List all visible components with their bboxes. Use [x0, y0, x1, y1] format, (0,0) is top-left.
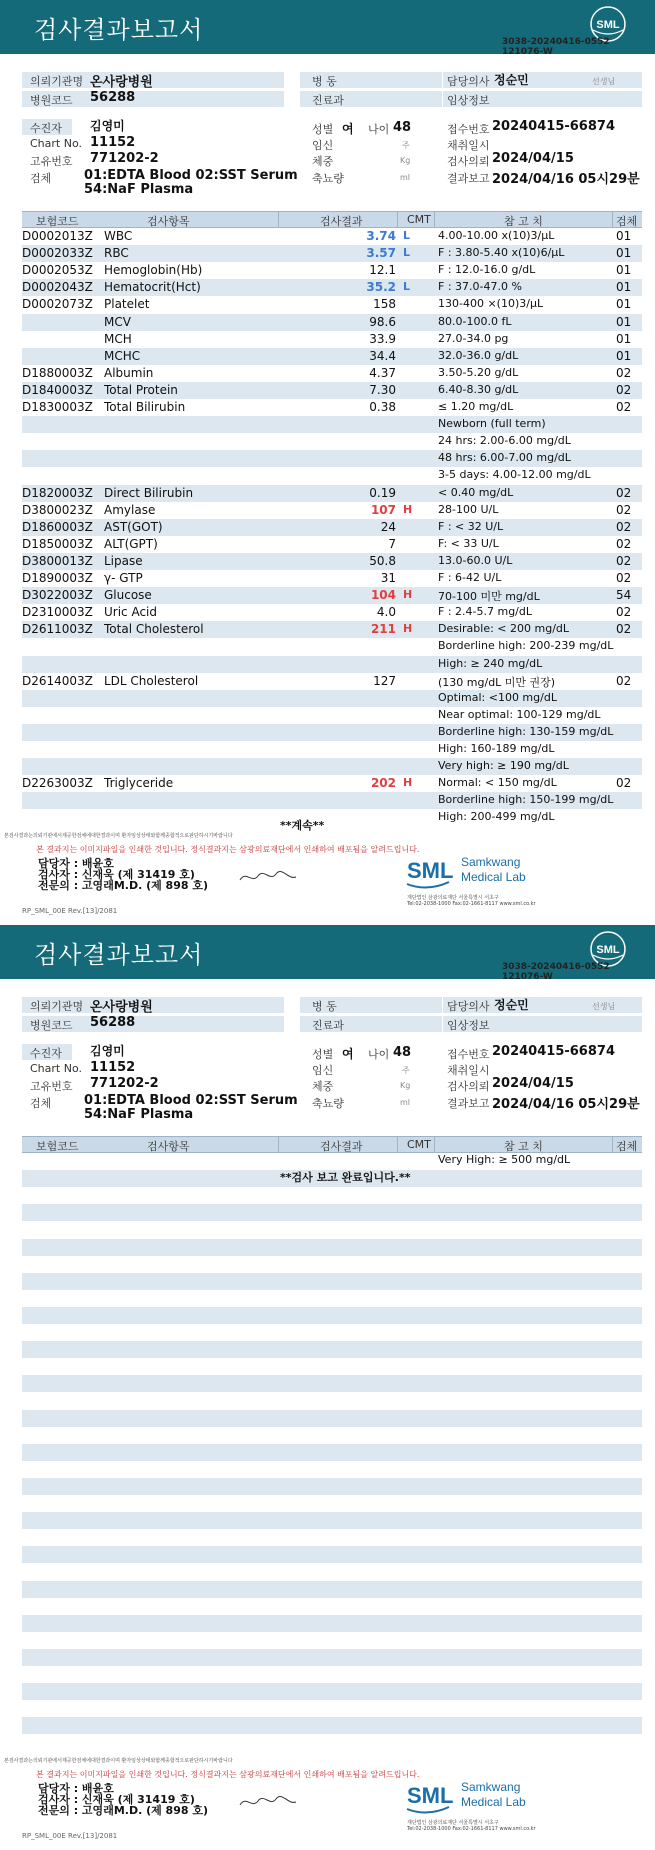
document-id: 3038-20240416-0552 121076-W	[502, 37, 610, 57]
test-result: 4.37	[369, 365, 396, 380]
insurance-code: D1890003Z	[22, 571, 93, 585]
insurance-code: D0002033Z	[22, 246, 93, 261]
test-item: MCHC	[104, 348, 141, 363]
result-flag: L	[403, 280, 411, 294]
test-result: 24	[380, 519, 396, 534]
reference-range: 27.0-34.0 pg	[438, 331, 509, 345]
patient-name: 김영미	[90, 119, 125, 133]
test-item: AST(GOT)	[104, 519, 163, 534]
test-result: 4.0	[376, 605, 396, 620]
test-item: RBC	[104, 246, 129, 261]
test-result: 0.38	[369, 400, 396, 414]
reference-range: F : 6-42 U/L	[438, 571, 502, 584]
test-item: Glucose	[104, 588, 152, 603]
insurance-code: D2310003Z	[22, 605, 93, 620]
doctor-value: 정순민	[494, 73, 529, 87]
specimen-code: 02	[616, 571, 632, 585]
signature-icon	[238, 868, 298, 886]
test-item: MCH	[104, 331, 132, 346]
test-item: Hemoglobin(Hb)	[104, 263, 203, 278]
insurance-code: D1830003Z	[22, 400, 93, 414]
test-item: Triglyceride	[104, 776, 174, 791]
insurance-code: D1850003Z	[22, 536, 93, 551]
test-result: 7.30	[369, 382, 396, 397]
samkwang-logo-icon	[405, 848, 545, 892]
reference-range: High: ≥ 240 mg/dL	[438, 656, 543, 670]
specimen-code: 02	[616, 553, 632, 568]
test-result: 107	[370, 502, 396, 517]
reference-range: 48 hrs: 6.00-7.00 mg/dL	[438, 451, 571, 465]
svg-text:SML: SML	[596, 944, 620, 956]
svg-text:SML: SML	[596, 19, 620, 31]
insurance-code: D1840003Z	[22, 382, 93, 397]
row-band	[22, 1444, 642, 1461]
reference-range: 28-100 U/L	[438, 502, 499, 516]
specimen-code: 02	[616, 382, 632, 397]
test-result: 127	[373, 673, 396, 688]
result-flag: L	[403, 246, 411, 260]
receipt-number: 20240415-66874	[492, 119, 615, 134]
reference-range: Normal: < 150 mg/dL	[438, 776, 557, 790]
specimen-code: 01	[616, 280, 632, 295]
report-complete-marker: **검사 보고 완료입니다.**	[280, 1171, 411, 1184]
insurance-code: D1860003Z	[22, 519, 93, 534]
reference-range: 70-100 미만 mg/dL	[438, 590, 540, 604]
test-item: Total Protein	[104, 382, 178, 397]
reference-range: Very high: ≥ 190 mg/dL	[438, 759, 569, 773]
reference-range: 6.40-8.30 g/dL	[438, 382, 519, 396]
row-band	[22, 1307, 642, 1324]
result-flag: L	[403, 229, 411, 242]
row-band	[22, 1512, 642, 1529]
print-notice: 본 결과지는 이미지파일을 인쇄한 것입니다. 정식결과지는 삼광의료재단에서 인쇄하여 배포됨을 알려드립니다.	[36, 1770, 420, 1779]
specimen-code: 01	[616, 331, 632, 346]
reference-range: F : 12.0-16.0 g/dL	[438, 263, 536, 277]
reference-range: 130-400 ×(10)3/μL	[438, 297, 544, 311]
reference-range: 3-5 days: 4.00-12.00 mg/dL	[438, 468, 591, 482]
test-result: 3.57	[366, 246, 396, 261]
insurance-code: D2614003Z	[22, 673, 93, 688]
row-band	[22, 1546, 642, 1563]
test-result: 7	[388, 536, 396, 551]
svg-text:Medical Lab: Medical Lab	[461, 870, 526, 884]
specimen-code: 02	[616, 622, 632, 637]
insurance-code: D0002053Z	[22, 263, 93, 278]
insurance-code: D2611003Z	[22, 622, 93, 637]
test-result: 158	[373, 297, 396, 312]
row-band	[22, 1649, 642, 1666]
test-item: MCV	[104, 314, 131, 329]
insurance-code: D0002043Z	[22, 280, 93, 295]
reference-range: < 0.40 mg/dL	[438, 485, 514, 499]
report-page-1: 검사결과보고서 SML 3038-20240416-0552 121076-W 의뢰기관명 온사랑병원 병 동 담당의사 정순민 선생님 병원코드 56288 진료과 임상정보 수진자 김영미 성별 여 나이 48 접수번호 20240415-66874 Chart No. 11152 임신 주 채취일시 고유번호 771202-2 체중 Kg 검사의뢰 2024/04/15 검체 01:EDTA Blood 02:SST Serum 54:NaF Plasma 축뇨량 ml 결과보고 2024/04/16 05시29분 보험코드 검사항목 검사결과 CMT 참 고 치 검체 D0002013Z WBC 3.74 L 4.00-10.00 x(10)3/μL 01 D0002033Z RBC 3.57 L F : 3.80-5.40 x(10)6/μL 01 D0002053Z Hemoglobin(Hb) 12.1 F : 12.0-16.0 g/dL 01 D0002043Z Hematocrit(Hct) 35.2 L F : 37.0-47.0 % 01 D0002073Z Platelet 158 130-400 ×(10)3/μL 01 MCV 98.6 80.0-100.0 fL 01 MCH 33.9 27.0-34.0 pg 01 MCHC 34.4 32.0-36.0 g/dL 01 D1880003Z Albumin 4.37 3.50-5.20 g/dL 02 D1840003Z Total Protein 7.30 6.40-8.30 g/dL 02 D1830003Z Total Bilirubin 0.38 ≤ 1.20 mg/dL 02 Newborn (full term) 24 hrs: 2.00-6.00 mg/dL 48 hrs: 6.00-7.00 mg/dL 3-5 days: 4.00-12.00 mg/dL D1820003Z Direct Bilirubin 0.19 < 0.40 mg/dL 02 D3800023Z Amylase 107 H 28-100 U/L 02 D1860003Z AST(GOT) 24 F : < 32 U/L 02 D1850003Z ALT(GPT) 7 F: < 33 U/L 02 D3800013Z Lipase 50.8 13.0-60.0 U/L 02 D1890003Z γ- GTP 31 F : 6-42 U/L 02 D3022003Z Glucose 104 H 70-100 미만 mg/dL 54 D2310003Z Uric Acid 4.0 F : 2.4-5.7 mg/dL 02 D2611003Z Total Cholesterol 211 H Desirable: < 200 mg/dL 02 Borderline high: 200-239 mg/dL High: ≥ 240 mg/dL D2614003Z LDL Cholesterol 127 (130 mg/dL 미만 권장) 02 Optimal: <100 mg/dL Near optimal: 100-129 mg/dL Borderline high: 130-159 mg/dL High: 160-189 mg/dL Very high: ≥ 190 mg/dL D2263003Z Triglyceride 202 H Normal: < 150 mg/dL 02 Borderline high: 150-199 mg/dL High: 200-499 mg/dL **계속** 본검사결과는의뢰기관에서제공한검체에대한결과이며 환자임상상태와함께종합적으로판단하시기바랍니다 본 결과지는 이미지파일을 인쇄한 것입니다. 정식결과지는 삼광의료재단에서 인쇄하여 배포됨을 알려드립니다. 담당자 : 배윤호 검사자 : 신재욱 (제 31419 호) 전문의 : 고영래M.D. (제 898 호) SML Samkwang Medical Lab 재단법인 삼광의료재단 서울특별시 서초구 Tel:02-2038-1000 Fax:02-1661-8117 www.sml.co.kr RP_SML_00E Rev.[13]/2081	[0, 0, 655, 925]
results-table-header: 보험코드 검사항목 검사결과 CMT 참 고 치 검체	[22, 1136, 642, 1153]
reference-range: Newborn (full term)	[438, 417, 546, 431]
specimen-code: 01	[616, 297, 632, 312]
insurance-code: D3022003Z	[22, 588, 93, 603]
samkwang-logo-icon	[405, 1773, 545, 1817]
row-band	[22, 1341, 642, 1358]
row-band	[22, 1581, 642, 1598]
svg-text:SML: SML	[407, 858, 454, 883]
test-item: Hematocrit(Hct)	[104, 280, 201, 295]
reference-range: Optimal: <100 mg/dL	[438, 690, 557, 704]
reference-range: ≤ 1.20 mg/dL	[438, 400, 514, 413]
row-band	[22, 1478, 642, 1495]
specimen-code: 02	[616, 400, 632, 414]
test-item: Total Cholesterol	[104, 622, 204, 637]
row-band	[22, 656, 642, 673]
reference-range: F : 37.0-47.0 %	[438, 280, 522, 294]
insurance-code: D0002073Z	[22, 297, 93, 312]
test-result: 98.6	[369, 314, 396, 329]
test-item: Lipase	[104, 553, 143, 568]
test-result: 0.19	[369, 485, 396, 500]
continue-marker: **계속**	[280, 819, 325, 832]
reference-range: Desirable: < 200 mg/dL	[438, 622, 570, 636]
result-flag: H	[403, 622, 413, 636]
reference-range: Near optimal: 100-129 mg/dL	[438, 707, 601, 721]
reference-range: 80.0-100.0 fL	[438, 314, 512, 328]
svg-text:Samkwang: Samkwang	[461, 855, 521, 869]
reference-range: 24 hrs: 2.00-6.00 mg/dL	[438, 434, 571, 448]
svg-text:Medical Lab: Medical Lab	[461, 1795, 526, 1809]
specimen-code: 01	[616, 314, 632, 329]
specimen-code: 02	[616, 605, 632, 620]
specimen-code: 02	[616, 536, 632, 551]
row-band	[22, 1204, 642, 1221]
institution-value: 온사랑병원	[90, 75, 153, 90]
test-result: 33.9	[369, 331, 396, 346]
result-flag: H	[403, 588, 413, 602]
test-result: 35.2	[366, 280, 396, 295]
row-band	[22, 416, 642, 433]
specimen-code: 01	[616, 348, 632, 363]
test-item: γ- GTP	[104, 571, 143, 585]
row-band	[22, 1375, 642, 1392]
result-flag: H	[403, 776, 413, 790]
test-item: WBC	[104, 229, 133, 243]
report-title: 검사결과보고서	[34, 16, 204, 44]
result-flag: H	[403, 502, 413, 516]
reference-range: 13.0-60.0 U/L	[438, 553, 513, 567]
reference-range: 4.00-10.00 x(10)3/μL	[438, 229, 555, 242]
specimen-code: 54	[616, 588, 632, 603]
print-notice: 본 결과지는 이미지파일을 인쇄한 것입니다. 정식결과지는 삼광의료재단에서 인쇄하여 배포됨을 알려드립니다.	[36, 845, 420, 854]
signature-icon	[238, 1793, 298, 1811]
specimen-code: 01	[616, 246, 632, 261]
row-band	[22, 1239, 642, 1256]
test-result: 202	[370, 776, 396, 791]
insurance-code: D0002013Z	[22, 229, 93, 243]
test-item: Platelet	[104, 297, 150, 312]
insurance-code: D1820003Z	[22, 485, 93, 500]
row-band	[22, 1615, 642, 1632]
reference-range: 32.0-36.0 g/dL	[438, 348, 519, 362]
test-item: Direct Bilirubin	[104, 485, 194, 500]
row-band	[22, 1273, 642, 1290]
specimen-code: 02	[616, 776, 632, 791]
test-item: Uric Acid	[104, 605, 158, 620]
specimen-code: 01	[616, 263, 632, 278]
reference-range: 3.50-5.20 g/dL	[438, 365, 519, 379]
test-item: ALT(GPT)	[104, 536, 158, 551]
reference-range: F: < 33 U/L	[438, 536, 499, 550]
reference-range: High: 160-189 mg/dL	[438, 742, 555, 755]
specimen-code: 02	[616, 673, 632, 688]
reference-range: Borderline high: 150-199 mg/dL	[438, 793, 614, 807]
reference-range: (130 mg/dL 미만 권장)	[438, 675, 556, 689]
insurance-code: D3800023Z	[22, 502, 93, 517]
test-item: LDL Cholesterol	[104, 673, 199, 688]
test-result: 12.1	[369, 263, 396, 278]
svg-text:SML: SML	[407, 1783, 454, 1808]
test-result: 31	[380, 571, 396, 585]
reference-range: F : < 32 U/L	[438, 519, 504, 533]
insurance-code: D1880003Z	[22, 365, 93, 380]
test-result: 211	[370, 622, 396, 637]
report-title: 검사결과보고서	[34, 941, 204, 969]
report-page-2: 검사결과보고서 SML 3038-20240416-0552 121076-W 의뢰기관명 온사랑병원 병 동 담당의사 정순민 선생님 병원코드 56288 진료과 임상정보 수진자 김영미 성별 여 나이 48 접수번호 20240415-66874 Chart No. 11152 임신 주 채취일시 고유번호 771202-2 체중 Kg 검사의뢰 2024/04/15 검체 01:EDTA Blood 02:SST Serum 54:NaF Plasma 축뇨량 ml 결과보고 2024/04/16 05시29분 보험코드 검사항목 검사결과 CMT 참 고 치 검체 Very High: ≥ 500 mg/dL **검사 보고 완료입니다.** 본검사결과는의뢰기관에서제공한검체에대한결과이며 환자임상상태와함께종합적으로판단하시기바랍니다 본 결과지는 이미지파일을 인쇄한 것입니다. 정식결과지는 삼광의료재단에서 인쇄하여 배포됨을 알려드립니다. 담당자 : 배윤호 검사자 : 신재욱 (제 31419 호) 전문의 : 고영래M.D. (제 898 호) SML Samkwang Medical Lab 재단법인 삼광의료재단 서울특별시 서초구 Tel:02-2038-1000 Fax:02-1661-8117 www.sml.co.kr RP_SML_00E Rev.[13]/2081	[0, 925, 655, 1850]
test-item: Amylase	[104, 502, 156, 517]
specimen-code: 01	[616, 229, 632, 243]
reference-range: High: 200-499 mg/dL	[438, 810, 555, 824]
specimen-code: 02	[616, 365, 632, 380]
test-item: Total Bilirubin	[104, 400, 186, 414]
insurance-code: D2263003Z	[22, 776, 93, 791]
hospital-code-value: 56288	[90, 90, 136, 105]
specimen-code: 02	[616, 519, 632, 534]
reference-range: Borderline high: 130-159 mg/dL	[438, 724, 614, 738]
test-result: 3.74	[366, 229, 396, 243]
specimen-code: 02	[616, 502, 632, 517]
svg-text:Samkwang: Samkwang	[461, 1780, 521, 1794]
reference-range: Borderline high: 200-239 mg/dL	[438, 639, 614, 653]
reference-range: F : 2.4-5.7 mg/dL	[438, 605, 532, 619]
row-band	[22, 1717, 642, 1734]
test-result: 34.4	[369, 348, 396, 363]
row-band	[22, 1410, 642, 1427]
document-id: 3038-20240416-0552 121076-W	[502, 962, 610, 982]
test-result: 50.8	[369, 553, 396, 568]
reference-continuation: Very High: ≥ 500 mg/dL	[438, 1153, 571, 1166]
test-result: 104	[370, 588, 396, 603]
results-table-header: 보험코드 검사항목 검사결과 CMT 참 고 치 검체	[22, 211, 642, 228]
reference-range: F : 3.80-5.40 x(10)6/μL	[438, 246, 565, 260]
row-band	[22, 1683, 642, 1700]
specimen-code: 02	[616, 485, 632, 500]
test-item: Albumin	[104, 365, 154, 380]
insurance-code: D3800013Z	[22, 553, 93, 568]
